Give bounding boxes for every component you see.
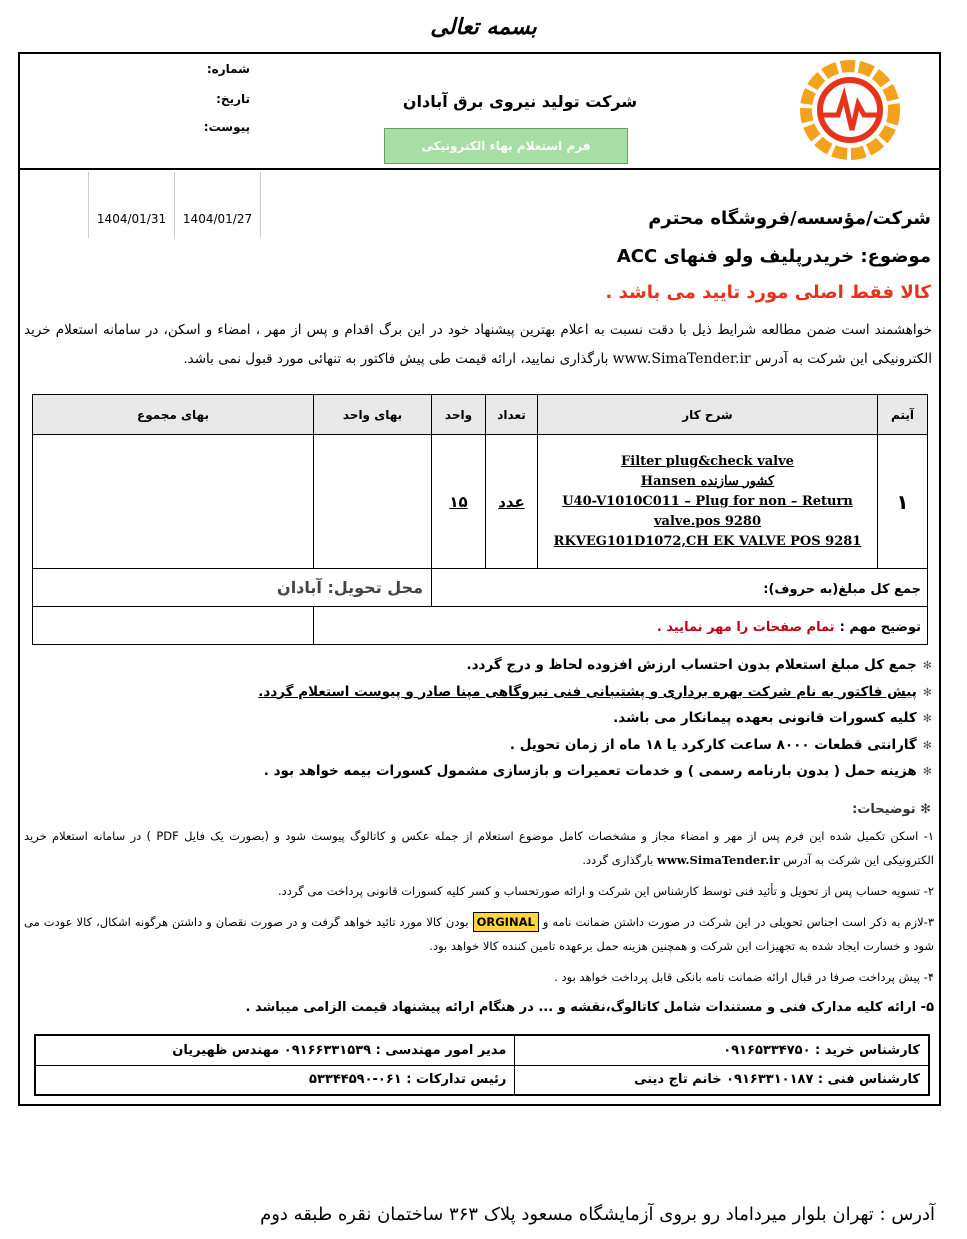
star-icon: ✻: [922, 738, 932, 752]
col-quantity: تعداد: [486, 395, 538, 435]
important-note-label: توضیح مهم :: [839, 620, 921, 635]
list-item: ✻هزینه حمل ( بدون بارنامه رسمی ) و خدمات تعمیرات و بازسازی مشمول کسورات بیمه خواهد بود .: [263, 763, 932, 780]
note-item: ۲- تسویه حساب پس از تحویل و تأئید فنی توسط کارشناس این شرکت و ارائه صورتحساب و کسر کلیه کسورات قانونی پرداخت می گردد.: [277, 884, 934, 898]
star-icon: ✻: [922, 765, 932, 779]
star-icon: ✻: [922, 659, 932, 672]
engineering-manager: مدیر امور مهندسی : ۰۹۱۶۶۳۳۱۵۳۹ مهندس ظهیریان: [35, 1035, 515, 1065]
date-label: تاریخ:: [216, 92, 250, 106]
original-tag: ORGINAL: [473, 912, 539, 932]
row-unit: عدد: [486, 435, 538, 569]
procurement-head: رئیس تدارکات : ۰۶۱-۵۳۳۴۴۵۹۰: [35, 1065, 515, 1095]
note-item: ۱- اسکن تکمیل شده این فرم پس از مهر و امضاء مجاز و مشخصات کامل موضوع استعلام از جمله عکس و کاتالوگ پیوست شود و (بصورت یک فایل PDF ) در سامانه استعلام خرید الکترونیکی این شرکت به آدرس www.SimaTender.ir بارگذاری گردد.: [24, 829, 934, 867]
end-date: 1404/01/31: [89, 172, 175, 238]
purchase-expert: کارشناس خرید : ۰۹۱۶۵۳۳۴۷۵۰: [515, 1035, 929, 1065]
conditions-list: [60, 652, 932, 785]
important-note-row: [33, 607, 928, 645]
description-line: U40-V1010C011 – Plug for non – Return valve.pos 9280: [562, 493, 853, 529]
subject-line: موضوع: خریدرپلیف ولو فنهای ACC: [616, 246, 931, 267]
star-icon: ✻: [922, 712, 932, 726]
list-item: ✻کلیه کسورات قانونی بعهده پیمانکار می باشد.: [613, 710, 932, 727]
items-table: [32, 394, 928, 645]
list-item: ✻گارانتی قطعات ۸۰۰۰ ساعت کارکرد یا ۱۸ ماه از زمان تحویل .: [509, 736, 932, 753]
table-row: [33, 435, 928, 569]
total-amount-label: جمع کل مبلغ(به حروف):: [763, 582, 921, 597]
description-line: Hansen کشور سازنده: [640, 473, 775, 489]
form-frame: [18, 52, 941, 1106]
intro-url: www.SimaTender.ir: [612, 351, 751, 367]
important-note-text: تمام صفحات را مهر نمایید .: [656, 620, 835, 635]
row-total-price[interactable]: [33, 435, 314, 569]
description-line: Filter plug&check valve: [621, 453, 794, 469]
row-item-number: ۱: [878, 435, 928, 569]
original-goods-note: کالا فقط اصلی مورد تایید می باشد .: [605, 282, 931, 303]
col-total-price: بهای مجموع: [33, 395, 314, 435]
note-item: ۴- پیش پرداخت صرفا در قبال ارائه ضمانت نامه بانکی قابل پرداخت خواهد بود .: [554, 970, 934, 984]
form-title-box: فرم استعلام بهاء الکترونیکی: [384, 128, 628, 164]
start-date: 1404/01/27: [175, 172, 261, 238]
col-unit-price: بهای واحد: [314, 395, 432, 435]
row-quantity: ۱۵: [432, 435, 486, 569]
note-item: ۳-لازم به ذکر است اجناس تحویلی در این شرکت در صورت داشتن ضمانت نامه و ORGINAL بودن کالا مورد تائید خواهد گرفت و در صورت نقصان و داشتن هرگونه اشکال، کالا عودت می شود و خسارت ایجاد شده به تجهیزات این شرکت و همچنین هزینه حمل برعهده تامین کننده کالا خواهد بود.: [24, 910, 934, 958]
address-footer: آدرس : تهران بلوار میرداماد رو بروی آزمایشگاه مسعود پلاک ۳۶۳ ساختمان نقره طبقه دوم: [260, 1204, 935, 1225]
intro-text-1: خواهشمند است ضمن مطالعه شرایط ذیل با دقت نسبت به اعلام بهترین پیشنهاد خود در این برگ اقدام و پس از مهر ، امضاء و اسکن، در سامانه استعلام خرید الکترونیکی این شرکت به آدرس: [24, 322, 932, 367]
technical-expert: کارشناس فنی : ۰۹۱۶۳۳۱۰۱۸۷ خانم تاج دینی: [515, 1065, 929, 1095]
company-logo-icon: [800, 60, 900, 160]
col-description: شرح کار: [538, 395, 878, 435]
important-note-empty-cell: [33, 607, 314, 645]
inquiry-dates: [88, 172, 261, 238]
description-line: RKVEG101D1072,CH EK VALVE POS 9281: [553, 533, 862, 549]
attachment-label: پیوست:: [203, 120, 250, 134]
contacts-table: [34, 1034, 930, 1096]
table-header-row: [33, 395, 928, 435]
notes-title: ✻ توضیحات:: [852, 802, 931, 817]
total-row: [33, 569, 928, 607]
star-icon: ✻: [915, 802, 931, 817]
list-item: ✻پیش فاکتور به نام شرکت بهره برداری و پشتیبانی فنی نیروگاهی مپنا صادر و پیوست استعلام گردد.: [258, 683, 932, 700]
header-divider: [20, 168, 939, 170]
bismillah-heading: بسمه تعالی: [430, 14, 537, 40]
row-description: [538, 435, 878, 569]
company-name: شرکت تولید نیروی برق آبادان: [402, 92, 638, 111]
recipient-line: شرکت/مؤسسه/فروشگاه محترم: [648, 208, 931, 229]
intro-paragraph: [24, 316, 932, 374]
list-item: ✻جمع کل مبلغ استعلام بدون احتساب ارزش افزوده لحاظ و درج گردد.: [466, 657, 932, 673]
star-icon: ✻: [922, 685, 932, 699]
note-item: ۵- ارائه کلیه مدارک فنی و مستندات شامل کاتالوگ،نقشه و ... در هنگام ارائه پیشنهاد قیمت الزامی میباشد .: [245, 1000, 934, 1015]
col-unit: واحد: [432, 395, 486, 435]
col-item: آیتم: [878, 395, 928, 435]
notes-list: [24, 824, 934, 1027]
row-unit-price[interactable]: [314, 435, 432, 569]
intro-text-2: بارگذاری نمایید، ارائه قیمت طی پیش فاکتور به تنهائی مورد قبول نمی باشد.: [183, 351, 609, 367]
delivery-place: محل تحویل: آبادان: [33, 569, 432, 607]
number-label: شماره:: [206, 62, 250, 76]
